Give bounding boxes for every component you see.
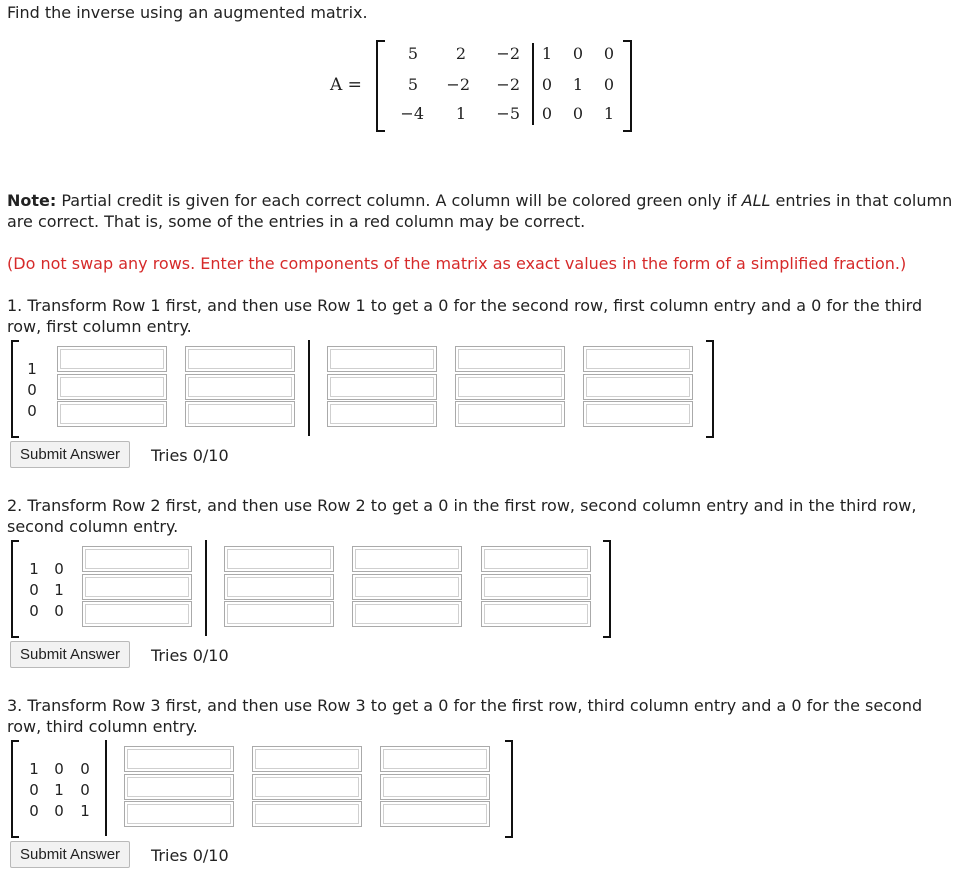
- prompt-text: Find the inverse using an augmented matrix.: [7, 3, 368, 22]
- matrix-entry-input[interactable]: [185, 346, 295, 372]
- tries-counter: Tries 0/10: [151, 446, 229, 465]
- fixed-entry: 1: [54, 781, 64, 799]
- fixed-entry: 1: [29, 760, 39, 778]
- matrix-right-bracket: [706, 340, 714, 438]
- matrix-entry-input[interactable]: [327, 346, 437, 372]
- tries-counter: Tries 0/10: [151, 846, 229, 865]
- matrix-a-cell: 0: [603, 75, 614, 94]
- matrix-entry-input[interactable]: [583, 346, 693, 372]
- matrix-entry-input[interactable]: [57, 374, 167, 400]
- matrix-a-cell: −5: [496, 104, 520, 123]
- matrix-entry-input[interactable]: [327, 401, 437, 427]
- fixed-entry: 0: [54, 560, 64, 578]
- matrix-a-cell: −2: [496, 75, 520, 94]
- matrix-a-cell: 5: [407, 44, 418, 63]
- matrix-right-bracket: [505, 740, 513, 838]
- tries-counter: Tries 0/10: [151, 646, 229, 665]
- submit-answer-button[interactable]: Submit Answer: [10, 841, 130, 868]
- matrix-entry-input[interactable]: [57, 401, 167, 427]
- matrix-a-cell: 1: [603, 104, 614, 123]
- augment-divider: [205, 540, 207, 636]
- fixed-entry: 0: [29, 581, 39, 599]
- fixed-entry: 1: [27, 360, 37, 378]
- matrix-entry-input[interactable]: [82, 574, 192, 600]
- fixed-entry: 1: [80, 802, 90, 820]
- augment-divider: [105, 740, 107, 836]
- fixed-entry: 0: [54, 760, 64, 778]
- matrix-entry-input[interactable]: [185, 374, 295, 400]
- matrix-entry-input[interactable]: [327, 374, 437, 400]
- matrix-a-cell: 0: [541, 75, 552, 94]
- fixed-entry: 0: [27, 402, 37, 420]
- matrix-entry-input[interactable]: [124, 774, 234, 800]
- matrix-a-cell: −2: [446, 75, 470, 94]
- note-bold: Note:: [7, 191, 57, 210]
- matrix-entry-input[interactable]: [352, 546, 462, 572]
- matrix-entry-input[interactable]: [583, 374, 693, 400]
- matrix-a-cell: 1: [572, 75, 583, 94]
- matrix-entry-input[interactable]: [380, 746, 490, 772]
- matrix-a-cell: 5: [407, 75, 418, 94]
- matrix-a-right-bracket: [623, 40, 632, 132]
- fixed-entry: 0: [54, 802, 64, 820]
- matrix-entry-input[interactable]: [124, 746, 234, 772]
- matrix-entry-input[interactable]: [124, 801, 234, 827]
- matrix-entry-input[interactable]: [455, 346, 565, 372]
- fixed-entry: 0: [80, 781, 90, 799]
- matrix-entry-input[interactable]: [455, 374, 565, 400]
- matrix-a-cell: 0: [541, 104, 552, 123]
- matrix-a-cell: 1: [455, 104, 466, 123]
- matrix-entry-input[interactable]: [481, 546, 591, 572]
- matrix-a-label: A =: [330, 75, 362, 95]
- matrix-entry-input[interactable]: [224, 574, 334, 600]
- matrix-entry-input[interactable]: [57, 346, 167, 372]
- fixed-entry: 1: [54, 581, 64, 599]
- augment-divider: [308, 340, 310, 436]
- note-paragraph: [7, 190, 957, 232]
- fixed-entry: 0: [29, 802, 39, 820]
- matrix-a-cell: −4: [400, 104, 424, 123]
- matrix-entry-input[interactable]: [82, 546, 192, 572]
- step-instruction: 1. Transform Row 1 first, and then use Row 1 to get a 0 for the second row, first column entry and a 0 for the third row, first column entry.: [7, 296, 923, 336]
- step-instruction: 3. Transform Row 3 first, and then use Row 3 to get a 0 for the first row, third column entry and a 0 for the second row, third column entry.: [7, 696, 923, 736]
- matrix-a-cell: 2: [455, 44, 466, 63]
- submit-answer-button[interactable]: Submit Answer: [10, 641, 130, 668]
- submit-answer-button[interactable]: Submit Answer: [10, 441, 130, 468]
- matrix-entry-input[interactable]: [455, 401, 565, 427]
- matrix-entry-input[interactable]: [481, 601, 591, 627]
- matrix-a-cell: 0: [603, 44, 614, 63]
- matrix-entry-input[interactable]: [224, 546, 334, 572]
- warning-text: (Do not swap any rows. Enter the components of the matrix as exact values in the form of a simplified fraction.): [7, 254, 907, 273]
- matrix-entry-input[interactable]: [352, 574, 462, 600]
- matrix-entry-input[interactable]: [224, 601, 334, 627]
- matrix-right-bracket: [603, 540, 611, 638]
- matrix-entry-input[interactable]: [252, 801, 362, 827]
- note-text-1: Partial credit is given for each correct column. A column will be colored green only if: [56, 191, 742, 210]
- fixed-entry: 0: [29, 602, 39, 620]
- fixed-entry: 0: [27, 381, 37, 399]
- fixed-entry: 0: [54, 602, 64, 620]
- note-text-2: entries in that column are correct. That is, some of the entries in a red column may be correct.: [7, 191, 953, 231]
- step-instruction: 2. Transform Row 2 first, and then use Row 2 to get a 0 in the first row, second column entry and in the third row, second column entry.: [7, 496, 917, 536]
- matrix-entry-input[interactable]: [185, 401, 295, 427]
- matrix-entry-input[interactable]: [82, 601, 192, 627]
- matrix-entry-input[interactable]: [380, 801, 490, 827]
- matrix-left-bracket: [11, 340, 19, 438]
- fixed-entry: 0: [80, 760, 90, 778]
- note-italic: ALL: [741, 191, 771, 210]
- matrix-entry-input[interactable]: [252, 774, 362, 800]
- fixed-entry: 0: [29, 781, 39, 799]
- matrix-a-cell: 0: [572, 104, 583, 123]
- matrix-entry-input[interactable]: [352, 601, 462, 627]
- matrix-a-cell: −2: [496, 44, 520, 63]
- matrix-left-bracket: [11, 740, 19, 838]
- matrix-entry-input[interactable]: [252, 746, 362, 772]
- matrix-left-bracket: [11, 540, 19, 638]
- matrix-entry-input[interactable]: [583, 401, 693, 427]
- matrix-entry-input[interactable]: [481, 574, 591, 600]
- matrix-entry-input[interactable]: [380, 774, 490, 800]
- matrix-a-cell: 0: [572, 44, 583, 63]
- matrix-a-cell: 1: [541, 44, 552, 63]
- fixed-entry: 1: [29, 560, 39, 578]
